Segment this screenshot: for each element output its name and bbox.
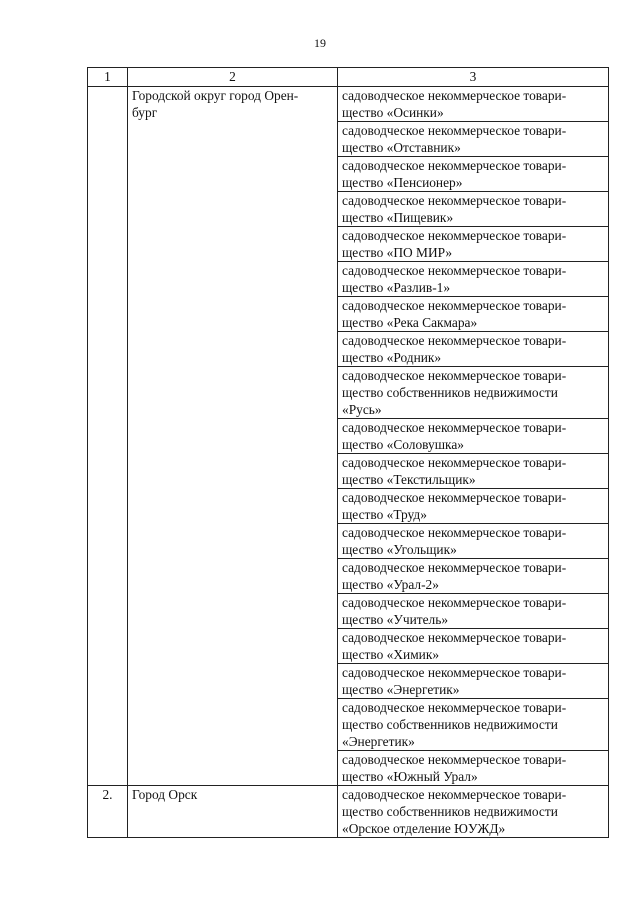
organization-cell (338, 192, 609, 227)
table-row (88, 786, 609, 838)
district-cell (128, 786, 338, 838)
row-number (88, 87, 128, 786)
organization-name-line: садоводческое некоммерческое товари- (342, 228, 567, 243)
column-header-3: 3 (338, 68, 609, 87)
organization-name-line: щество собственников недвижимости (342, 385, 558, 400)
organization-name-line: садоводческое некоммерческое товари- (342, 595, 567, 610)
district-name-line: Городской округ город Орен- (132, 88, 299, 103)
organization-cell (338, 297, 609, 332)
district-name-line: бург (132, 105, 158, 120)
organization-name-line: щество «Южный Урал» (342, 769, 478, 784)
organization-name-line: садоводческое некоммерческое товари- (342, 333, 567, 348)
row-number: 2. (88, 786, 128, 838)
column-header-1: 1 (88, 68, 128, 87)
organization-name-line: щество «Река Сакмара» (342, 315, 478, 330)
organization-name-line: щество «Разлив-1» (342, 280, 451, 295)
organization-name-line: садоводческое некоммерческое товари- (342, 193, 567, 208)
organization-name-line: щество «Химик» (342, 647, 440, 662)
organization-name-line: щество «Соловушка» (342, 437, 464, 452)
organization-cell (338, 367, 609, 419)
organization-cell (338, 419, 609, 454)
organization-name-line: щество «Энергетик» (342, 682, 460, 697)
organization-name-line: щество «Текстильщик» (342, 472, 476, 487)
organization-name-line: «Энергетик» (342, 734, 415, 749)
organization-name-line: щество собственников недвижимости (342, 804, 558, 819)
organization-cell (338, 87, 609, 122)
organization-name-line: щество собственников недвижимости (342, 717, 558, 732)
table-header-row (88, 68, 609, 87)
organization-cell (338, 332, 609, 367)
organization-name-line: садоводческое некоммерческое товари- (342, 88, 567, 103)
organization-name-line: «Орское отделение ЮУЖД» (342, 821, 506, 836)
organization-name-line: садоводческое некоммерческое товари- (342, 630, 567, 645)
organization-name-line: щество «ПО МИР» (342, 245, 453, 260)
organization-name-line: садоводческое некоммерческое товари- (342, 490, 567, 505)
organization-cell (338, 629, 609, 664)
organization-name-line: «Русь» (342, 402, 382, 417)
organization-name-line: щество «Угольщик» (342, 542, 457, 557)
organization-name-line: щество «Учитель» (342, 612, 449, 627)
organization-name-line: щество «Труд» (342, 507, 427, 522)
organization-cell (338, 262, 609, 297)
organization-cell (338, 122, 609, 157)
organization-cell (338, 489, 609, 524)
organization-name-line: щество «Пенсионер» (342, 175, 463, 190)
organization-name-line: садоводческое некоммерческое товари- (342, 158, 567, 173)
organization-name-line: садоводческое некоммерческое товари- (342, 123, 567, 138)
organization-cell (338, 786, 609, 838)
organization-name-line: садоводческое некоммерческое товари- (342, 368, 567, 383)
page-number: 19 (314, 36, 326, 50)
organization-cell (338, 751, 609, 786)
organization-name-line: щество «Урал-2» (342, 577, 439, 592)
organization-name-line: садоводческое некоммерческое товари- (342, 455, 567, 470)
table-body (88, 87, 609, 838)
district-cell (128, 87, 338, 786)
organization-name-line: щество «Родник» (342, 350, 442, 365)
organization-name-line: щество «Отставник» (342, 140, 461, 155)
organization-name-line: садоводческое некоммерческое товари- (342, 525, 567, 540)
organization-name-line: садоводческое некоммерческое товари- (342, 298, 567, 313)
district-name-line: Город Орск (132, 787, 198, 802)
column-header-2: 2 (128, 68, 338, 87)
organization-name-line: садоводческое некоммерческое товари- (342, 420, 567, 435)
organization-cell (338, 699, 609, 751)
organization-name-line: садоводческое некоммерческое товари- (342, 263, 567, 278)
organization-cell (338, 594, 609, 629)
organization-name-line: садоводческое некоммерческое товари- (342, 787, 567, 802)
table-row (88, 87, 609, 122)
organization-cell (338, 157, 609, 192)
organization-name-line: садоводческое некоммерческое товари- (342, 665, 567, 680)
organization-cell (338, 559, 609, 594)
organizations-table (87, 67, 609, 838)
organization-cell (338, 664, 609, 699)
organization-cell (338, 227, 609, 262)
organization-name-line: садоводческое некоммерческое товари- (342, 700, 567, 715)
organization-name-line: садоводческое некоммерческое товари- (342, 560, 567, 575)
organization-cell (338, 454, 609, 489)
organization-name-line: щество «Пищевик» (342, 210, 454, 225)
organization-name-line: садоводческое некоммерческое товари- (342, 752, 567, 767)
organization-name-line: щество «Осинки» (342, 105, 444, 120)
organization-cell (338, 524, 609, 559)
